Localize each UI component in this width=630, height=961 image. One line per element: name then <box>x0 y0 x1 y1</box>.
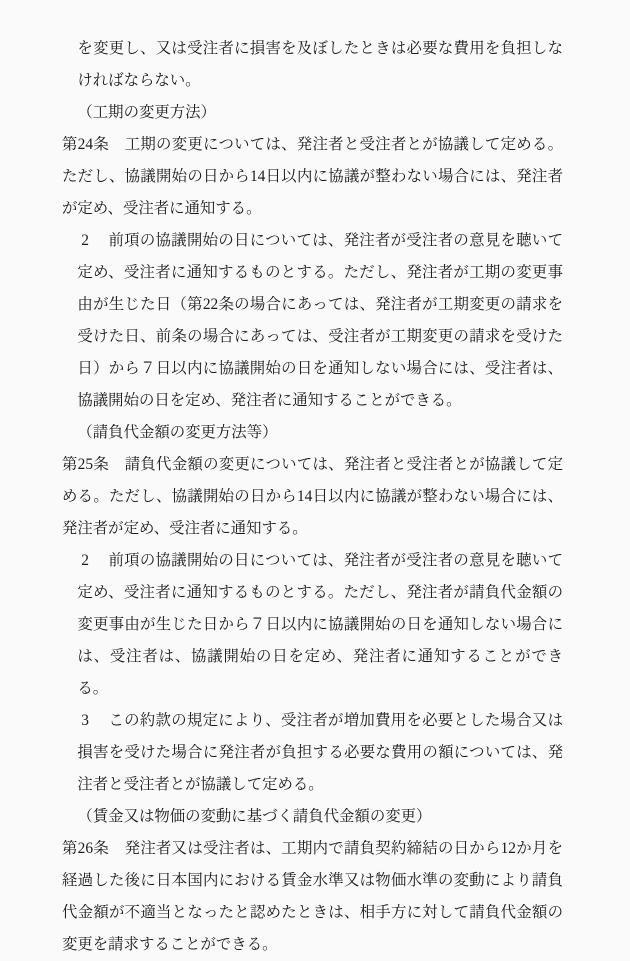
article-number: 第26条 <box>62 840 109 857</box>
article-25 <box>47 449 563 545</box>
continuation-text: を変更し、又は受注者に損害を及ぼしたときは必要な費用を負担しなければならない。 <box>77 40 563 89</box>
article-text: 工期の変更については、発注者と受注者とが協議して定める。ただし、協議開始の日から14日以内に協議が整わない場合には、発注者が定め、受注者に通知する。 <box>62 136 563 217</box>
article-24-paragraph-2 <box>62 225 563 417</box>
paragraph-text: 前項の協議開始の日については、発注者が受注者の意見を聴いて定め、受注者に通知するものとする。ただし、発注者が請負代金額の変更事由が生じた日から７日以内に協議開始の日を通知しない場合には、受注者は、協議開始の日を定め、発注者に通知することができる。 <box>77 552 563 697</box>
article-23-tail <box>62 33 563 97</box>
paragraph-number: 2 <box>81 552 89 569</box>
heading-article-26 <box>62 801 563 833</box>
article-26 <box>47 833 563 961</box>
heading-article-25 <box>62 417 563 449</box>
article-heading-text: （賃金又は物価の変動に基づく請負代金額の変更） <box>77 808 432 825</box>
paragraph-number: 2 <box>81 232 89 249</box>
document-body <box>62 33 563 961</box>
article-text: 発注者又は受注者は、工期内で請負契約締結の日から12か月を経過した後に日本国内における賃金水準又は物価水準の変動により請負代金額が不適当となったと認めたときは、相手方に対して請負代金額の変更を請求することができる。 <box>62 840 563 953</box>
article-heading-text: （請負代金額の変更方法等） <box>77 424 278 441</box>
heading-article-24 <box>62 97 563 129</box>
article-number: 第25条 <box>62 456 110 473</box>
paragraph-text: この約款の規定により、受注者が増加費用を必要とした場合又は損害を受けた場合に発注者が負担する必要な費用の額については、発注者と受注者とが協議して定める。 <box>77 712 563 793</box>
article-25-paragraph-2 <box>62 545 563 705</box>
paragraph-text: 前項の協議開始の日については、発注者が受注者の意見を聴いて定め、受注者に通知するものとする。ただし、発注者が工期の変更事由が生じた日（第22条の場合にあっては、発注者が工期変更の請求を受けた日、前条の場合にあっては、受注者が工期変更の請求を受けた日）から７日以内に協議開始の日を通知しない場合には、受注者は、協議開始の日を定め、発注者に通知することができる。 <box>77 232 563 409</box>
article-25-paragraph-3 <box>62 705 563 801</box>
article-24 <box>47 129 563 225</box>
article-text: 請負代金額の変更については、発注者と受注者とが協議して定める。ただし、協議開始の日から14日以内に協議が整わない場合には、発注者が定め、受注者に通知する。 <box>62 456 563 537</box>
article-number: 第24条 <box>62 136 110 153</box>
paragraph-number: 3 <box>81 712 89 729</box>
article-heading-text: （工期の変更方法） <box>77 104 216 121</box>
